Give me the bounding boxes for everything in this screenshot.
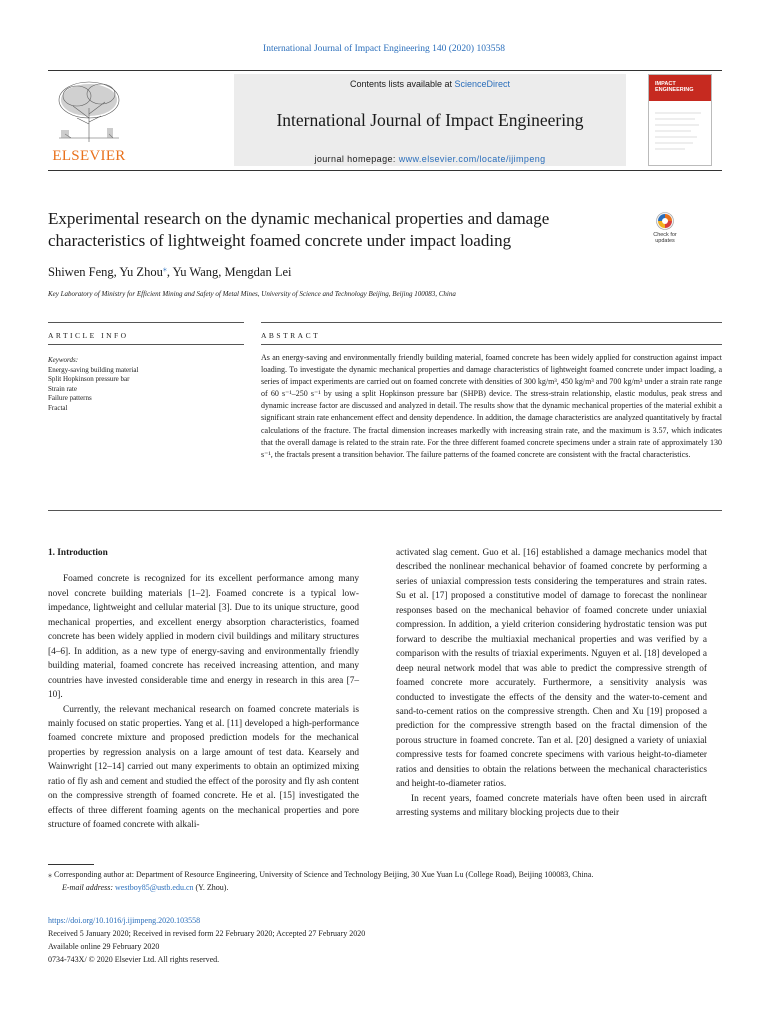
keyword: Fractal: [48, 403, 68, 412]
keywords-label: Keywords:: [48, 356, 79, 364]
check-for-updates-button[interactable]: [648, 212, 682, 250]
email-link[interactable]: westboy85@ustb.edu.cn: [115, 883, 194, 892]
doi-link[interactable]: https://doi.org/10.1016/j.ijimpeng.2020.103558: [48, 916, 201, 925]
check-updates-label: Check for updates: [653, 232, 677, 244]
footnote-rule: [48, 864, 94, 865]
homepage-link[interactable]: www.elsevier.com/locate/ijimpeng: [398, 154, 546, 164]
check-updates-icon: [656, 212, 674, 230]
article-title: Experimental research on the dynamic mechanical properties and damage characteristics of lightweight foamed concrete under impact loading: [48, 209, 550, 250]
publisher-logo[interactable]: [48, 78, 130, 164]
article-info-top-rule: [48, 322, 244, 323]
corresponding-author-mark[interactable]: ⁎: [162, 264, 167, 273]
email-line: [48, 881, 722, 894]
abstract-bottom-rule: [261, 344, 722, 345]
cover-title: IMPACT ENGINEERING: [655, 81, 694, 93]
contents-prefix: Contents lists available at: [349, 79, 455, 89]
article-info-bottom-rule: [48, 344, 244, 345]
authors-rest: , Yu Wang, Mengdan Lei: [166, 265, 292, 280]
homepage-label: journal homepage:: [314, 154, 399, 164]
abstract-end-rule: [48, 510, 722, 511]
email-label: E-mail address:: [62, 883, 116, 892]
copyright-notice: 0734-743X/ © 2020 Elsevier Ltd. All rights reserved.: [48, 955, 220, 964]
body-paragraph: Currently, the relevant mechanical research on foamed concrete materials is mainly focused on static properties. Yang et al. [11] developed a high-performance foamed concrete mixture and proposed prediction models for the mechanical properties by regression analysis on a large amount of test data. Kearsely and Wainwright [12–14] carried out many experiments to obtain an optimized mixing ratio of fly ash and cement and studied the effect of the porosity and fly ash content on the compressive strength of foamed concrete. He et al. [15] investigated the effects of three different foaming agents on the mechanical properties and pore structure of foamed concrete with alkali-: [48, 704, 359, 831]
author-affiliation: Key Laboratory of Ministry for Efficient Mining and Safety of Metal Mines, University of Science and Technology Beijing, Beijing 100083, China: [48, 290, 456, 298]
journal-homepage: [234, 154, 626, 164]
online-date: Available online 29 February 2020: [48, 942, 160, 951]
cover-text-lines-icon: [655, 109, 705, 157]
publisher-name: ELSEVIER: [52, 148, 126, 164]
abstract-top-rule: [261, 322, 722, 323]
keyword: Strain rate: [48, 384, 77, 393]
body-column-left: [48, 546, 359, 833]
keyword: Failure patterns: [48, 394, 92, 402]
journal-banner: [234, 74, 626, 166]
author-list: [48, 264, 668, 280]
elsevier-tree-icon: [51, 78, 127, 144]
journal-reference[interactable]: International Journal of Impact Engineering 140 (2020) 103558: [263, 44, 505, 54]
journal-cover-thumbnail[interactable]: [648, 74, 712, 166]
body-paragraph: In recent years, foamed concrete materials have often been used in aircraft arresting systems and military blocking projects due to their: [396, 793, 707, 819]
article-dates: Received 5 January 2020; Received in revised form 22 February 2020; Accepted 27 February 2020: [48, 929, 366, 938]
section-heading-introduction: 1. Introduction: [48, 548, 108, 558]
publication-info: [48, 914, 722, 966]
keyword: Energy-saving building material: [48, 365, 139, 374]
email-suffix: (Y. Zhou).: [193, 883, 229, 892]
abstract-heading: ABSTRACT: [261, 331, 321, 340]
body-column-right: [396, 546, 707, 821]
sciencedirect-link[interactable]: ScienceDirect: [454, 79, 511, 89]
keyword: Split Hopkinson pressure bar: [48, 375, 130, 383]
journal-title: International Journal of Impact Engineering: [276, 110, 584, 130]
contents-availability: [234, 79, 626, 89]
corresponding-author-footnote: [48, 868, 722, 894]
authors-primary: Shiwen Feng, Yu Zhou: [48, 265, 163, 280]
masthead-bottom-rule: [48, 170, 722, 171]
keywords-block: [48, 356, 244, 413]
body-paragraph: activated slag cement. Guo et al. [16] established a damage mechanics model that described the nonlinear mechanical behavior of foamed concrete by performing a series of uniaxial compression tests considering the temperatures and strain rates. Su et al. [17] proposed a constitutive model of damage to forecast the nonlinear responses based on the mechanical behavior of foamed concrete under uniaxial compression. In addition, a yield criterion considering hydrostatic tension was put forward to describe the multiaxial mechanical properties and was verified by a comparison with the results of triaxial experiments. Nguyen et al. [18] developed a deep neural network model that was able to predict the compressive strength of foamed concrete more accurately. Furthermore, a sensitivity analysis was conducted to investigate the effects of the density and the water-to-cement and sand-to-cement ratios on the compressive strength. Chen and Xu [19] proposed a prediction for the compressive strength based on the fractal dimension of the porous structure in foamed concrete. Tan et al. [20] designed a variety of uniaxial compressive tests for foamed concrete specimens with various height-to-diameter ratios and densities to obtain the relations between the mechanical characteristics and height-to-diameter ratios.: [396, 548, 707, 790]
masthead-top-rule: [48, 70, 722, 71]
journal-masthead: [48, 70, 722, 170]
abstract-text: As an energy-saving and environmentally friendly building material, foamed concrete has been widely applied for construction against impact loading. To investigate the dynamic mechanical properties and damage characteristics of lightweight foamed concrete under impact loading, a series of impact experiments are carried out on foamed concrete with densities of 300 kg/m³, 450 kg/m³ and 700 kg/m³ under a strain rate range of 60 s⁻¹–250 s⁻¹ by using a split Hopkinson pressure bar (SHPB) device. The stress-strain relationship, elastic modulus, peak stress and dynamic increase factor are discussed and analyzed in detail. The results show that the dynamic mechanical properties of the material exhibit a significant strain rate enhancement effect and density dependence. In addition, the damage characteristics are analyzed quantitatively by fractal calculations of the fracture. The fractal dimension increases markedly with increasing strain rate, and the maximum is 3.57, which indicates that the overall damage is related to the strain rate. For the three different foamed concrete specimens under a strain rate of approximately 130 s⁻¹, the fractals present a transition behavior. The failure patterns of the foamed concrete are consistent with the fractal characteristics.: [261, 353, 722, 459]
article-info-heading: ARTICLE INFO: [48, 331, 129, 340]
corresponding-author-note: ⁎ Corresponding author at: Department of Resource Engineering, University of Science and Technology Beijing, 30 Xue Yuan Lu (College Road), Beijing 100083, China.: [48, 870, 594, 879]
body-paragraph: Foamed concrete is recognized for its excellent performance among many novel concrete building materials [1–2]. Foamed concrete is a typical low-impedance, lightweight and cellular material [3]. Due to its unique structure, good mechanical properties, and excellent energy absorption characteristics, foamed concrete has been widely applied in modern civil buildings and military structures [4–6]. In addition, as a new type of energy-saving and environmentally friendly building material, foamed concrete has received increasing attention, and many countries have invested considerable time and energy in research in this area [7–10].: [48, 574, 359, 701]
